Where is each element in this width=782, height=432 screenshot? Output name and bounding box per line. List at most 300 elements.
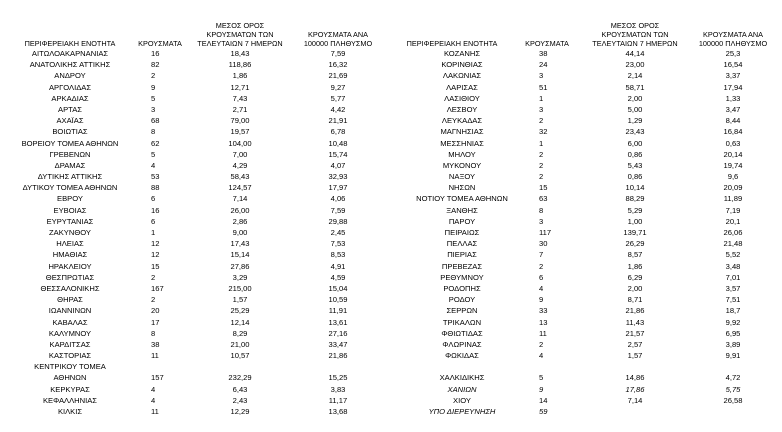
header-unit: ΠΕΡΙΦΕΡΕΙΑΚΗ ΕΝΟΤΗΤΑ xyxy=(24,39,116,48)
avg7-value: 2,86 xyxy=(232,216,248,226)
unit-name: ΜΑΓΝΗΣΙΑΣ xyxy=(440,127,484,137)
per100k-value: 3,47 xyxy=(725,104,741,114)
per100k-value: 16,54 xyxy=(723,60,743,70)
header-avg7: ΜΕΣΟΣ ΟΡΟΣ ΚΡΟΥΣΜΑΤΩΝ ΤΩΝ ΤΕΛΕΥΤΑΙΩΝ 7 ΗΜΕΡΩΝ xyxy=(592,21,678,48)
per100k-value: 6,95 xyxy=(725,328,741,338)
per100k-value: 25,3 xyxy=(725,49,741,58)
unit-name: ΜΥΚΟΝΟΥ xyxy=(442,160,482,170)
unit-name: ΑΘΗΝΩΝ xyxy=(53,373,87,383)
table-row xyxy=(392,182,782,193)
table-row xyxy=(0,272,392,283)
unit-name: ΑΡΤΑΣ xyxy=(58,104,82,114)
table-row xyxy=(0,171,392,182)
unit-name: ΑΡΚΑΔΙΑΣ xyxy=(51,93,89,103)
per100k-value: 7,53 xyxy=(330,239,346,249)
avg7-value: 1,57 xyxy=(627,351,643,361)
per100k-value: 0,63 xyxy=(725,138,741,148)
avg7-value: 15,14 xyxy=(230,250,250,260)
cases-value: 16 xyxy=(151,49,160,58)
cases-value: 20 xyxy=(151,306,160,316)
unit-name: ΕΒΡΟΥ xyxy=(57,194,83,204)
table-row xyxy=(0,261,392,272)
avg7-value: 4,29 xyxy=(232,160,248,170)
unit-name: ΚΕΦΑΛΛΗΝΙΑΣ xyxy=(42,395,98,405)
unit-name: ΧΑΝΙΩΝ xyxy=(447,384,477,394)
per100k-value: 7,51 xyxy=(725,295,741,305)
table-row xyxy=(392,406,782,417)
unit-name: ΗΜΑΘΙΑΣ xyxy=(52,250,88,260)
cases-value: 16 xyxy=(151,205,160,215)
cases-value: 2 xyxy=(539,261,544,271)
avg7-value: 104,00 xyxy=(228,138,252,148)
per100k-value: 8,53 xyxy=(330,250,346,260)
table-row xyxy=(0,104,392,115)
cases-value: 51 xyxy=(539,82,548,92)
cases-value: 38 xyxy=(151,339,160,349)
cases-value: 62 xyxy=(151,138,160,148)
per100k-value: 4,91 xyxy=(330,261,346,271)
per100k-value: 21,48 xyxy=(723,239,743,249)
table-row xyxy=(392,59,782,70)
avg7-value: 23,00 xyxy=(625,60,645,70)
table-row xyxy=(0,339,392,350)
per100k-value: 19,74 xyxy=(723,160,743,170)
cases-value: 157 xyxy=(151,373,164,383)
header-avg7: ΜΕΣΟΣ ΟΡΟΣ ΚΡΟΥΣΜΑΤΩΝ ΤΩΝ ΤΕΛΕΥΤΑΙΩΝ 7 ΗΜΕΡΩΝ xyxy=(197,21,283,48)
cases-value: 9 xyxy=(539,295,544,305)
table-row xyxy=(0,205,392,216)
table-row xyxy=(392,160,782,171)
per100k-value: 7,59 xyxy=(330,205,346,215)
left-rows xyxy=(0,48,392,417)
table-row xyxy=(0,70,392,81)
cases-value: 4 xyxy=(151,384,156,394)
cases-value: 11 xyxy=(539,328,547,338)
per100k-value: 27,16 xyxy=(328,328,348,338)
avg7-value: 5,00 xyxy=(627,104,643,114)
table-row xyxy=(0,93,392,104)
unit-name: ΦΛΩΡΙΝΑΣ xyxy=(442,339,482,349)
per100k-value: 3,57 xyxy=(725,283,741,293)
unit-name: ΛΑΣΙΘΙΟΥ xyxy=(444,93,480,103)
avg7-value: 19,57 xyxy=(230,127,250,137)
avg7-value: 12,29 xyxy=(230,407,250,416)
header-per100k: ΚΡΟΥΣΜΑΤΑ ΑΝΑ 100000 ΠΛΗΘΥΣΜΟ xyxy=(698,30,768,48)
cases-value: 15 xyxy=(151,261,160,271)
avg7-value: 12,71 xyxy=(230,82,250,92)
cases-value: 2 xyxy=(539,339,544,349)
table-row xyxy=(392,193,782,204)
per100k-value: 7,01 xyxy=(725,272,741,282)
cases-value: 11 xyxy=(151,407,159,416)
table-row xyxy=(0,48,392,59)
unit-name: ΦΩΚΙΔΑΣ xyxy=(445,351,479,361)
per100k-value: 11,17 xyxy=(328,395,348,405)
table-row xyxy=(392,70,782,81)
unit-name: ΧΑΛΚΙΔΙΚΗΣ xyxy=(439,373,485,383)
unit-name: ΦΘΙΩΤΙΔΑΣ xyxy=(441,328,483,338)
per100k-value: 20,09 xyxy=(723,183,743,193)
table-row xyxy=(392,317,782,328)
table-row xyxy=(392,249,782,260)
cases-value: 5 xyxy=(539,373,544,383)
table-row xyxy=(0,138,392,149)
avg7-value: 8,29 xyxy=(232,328,248,338)
unit-name: ΒΟΡΕΙΟΥ ΤΟΜΕΑ ΑΘΗΝΩΝ xyxy=(21,138,119,148)
per100k-value: 4,72 xyxy=(725,373,741,383)
cases-value: 167 xyxy=(151,283,164,293)
avg7-value: 21,00 xyxy=(230,339,250,349)
unit-name: ΗΡΑΚΛΕΙΟΥ xyxy=(48,261,92,271)
table-row xyxy=(0,126,392,137)
unit-name: ΜΕΣΣΗΝΙΑΣ xyxy=(440,138,484,148)
table-row xyxy=(0,384,392,395)
avg7-value: 2,71 xyxy=(232,104,248,114)
table-row xyxy=(392,138,782,149)
table-row xyxy=(392,149,782,160)
cases-value: 30 xyxy=(539,239,548,249)
cases-value: 82 xyxy=(151,60,160,70)
table-row xyxy=(0,59,392,70)
per100k-value: 26,06 xyxy=(723,228,743,237)
avg7-value: 9,00 xyxy=(232,228,248,237)
cases-value: 6 xyxy=(151,194,156,204)
cases-value: 3 xyxy=(151,104,156,114)
avg7-value: 44,14 xyxy=(625,49,645,58)
cases-value: 117 xyxy=(539,228,552,237)
per100k-value: 10,59 xyxy=(328,295,348,305)
cases-value: 88 xyxy=(151,183,160,193)
avg7-value: 8,71 xyxy=(627,295,643,305)
avg7-value: 2,00 xyxy=(627,93,643,103)
avg7-value: 7,14 xyxy=(627,395,643,405)
cases-value: 1 xyxy=(151,228,156,237)
cases-value: 53 xyxy=(151,172,160,182)
avg7-value: 23,43 xyxy=(625,127,645,137)
table-row xyxy=(0,372,392,383)
cases-value: 3 xyxy=(539,71,544,81)
table-row xyxy=(0,406,392,417)
per100k-value: 9,6 xyxy=(727,172,739,182)
cases-value: 1 xyxy=(539,93,544,103)
per100k-value: 3,37 xyxy=(725,71,741,81)
unit-name: ΑΡΓΟΛΙΔΑΣ xyxy=(48,82,92,92)
unit-name: ΚΟΡΙΝΘΙΑΣ xyxy=(441,60,483,70)
unit-name: ΕΥΒΟΙΑΣ xyxy=(53,205,87,215)
per100k-value: 20,1 xyxy=(725,216,741,226)
per100k-value: 6,78 xyxy=(330,127,346,137)
cases-value: 2 xyxy=(539,149,544,159)
table-row xyxy=(0,283,392,294)
unit-name: ΗΛΕΙΑΣ xyxy=(56,239,84,249)
table-row xyxy=(0,115,392,126)
per100k-value: 4,07 xyxy=(330,160,346,170)
table-row xyxy=(0,182,392,193)
cases-value: 68 xyxy=(151,116,160,126)
per100k-value: 5,75 xyxy=(725,384,741,394)
avg7-value: 2,57 xyxy=(627,339,643,349)
cases-value: 33 xyxy=(539,306,548,316)
avg7-value: 21,57 xyxy=(625,328,645,338)
per100k-value: 4,59 xyxy=(330,272,346,282)
avg7-value: 5,29 xyxy=(627,205,643,215)
avg7-value: 1,86 xyxy=(232,71,248,81)
unit-name: ΓΡΕΒΕΝΩΝ xyxy=(49,149,91,159)
cases-value: 2 xyxy=(539,172,544,182)
per100k-value: 17,94 xyxy=(723,82,743,92)
unit-name: ΔΥΤΙΚΗΣ ΑΤΤΙΚΗΣ xyxy=(37,172,103,182)
table-row xyxy=(392,294,782,305)
cases-value: 9 xyxy=(539,384,544,394)
per100k-value: 9,92 xyxy=(725,317,741,327)
unit-name: ΑΧΑΪΑΣ xyxy=(56,116,84,126)
per100k-value: 7,59 xyxy=(330,49,346,58)
table-row xyxy=(392,115,782,126)
per100k-value: 10,48 xyxy=(328,138,348,148)
unit-name: ΝΗΣΩΝ xyxy=(448,183,476,193)
unit-name: ΚΕΝΤΡΙΚΟΥ ΤΟΜΕΑ xyxy=(34,362,106,372)
cases-value: 3 xyxy=(539,216,544,226)
per100k-value: 13,61 xyxy=(328,317,348,327)
table-row xyxy=(392,48,782,59)
unit-name: ΡΕΘΥΜΝΟΥ xyxy=(440,272,484,282)
unit-name: ΔΥΤΙΚΟΥ ΤΟΜΕΑ ΑΘΗΝΩΝ xyxy=(22,183,118,193)
unit-name: ΑΙΤΩΛΟΑΚΑΡΝΑΝΙΑΣ xyxy=(31,49,109,58)
cases-value: 59 xyxy=(539,407,548,416)
avg7-value: 18,43 xyxy=(230,49,250,58)
table-row xyxy=(0,249,392,260)
unit-name: ΚΑΡΔΙΤΣΑΣ xyxy=(49,339,91,349)
unit-name: ΒΟΙΩΤΙΑΣ xyxy=(52,127,88,137)
cases-value: 11 xyxy=(151,351,159,361)
right-rows xyxy=(392,48,782,417)
table-row xyxy=(0,193,392,204)
per100k-value: 1,33 xyxy=(725,93,741,103)
avg7-value: 232,29 xyxy=(228,373,252,383)
per100k-value: 15,74 xyxy=(328,149,348,159)
unit-name: ΠΕΙΡΑΙΩΣ xyxy=(444,228,480,237)
unit-name: ΠΡΕΒΕΖΑΣ xyxy=(441,261,483,271)
cases-value: 4 xyxy=(539,283,544,293)
per100k-value: 2,45 xyxy=(330,228,346,237)
cases-value: 14 xyxy=(539,395,548,405)
cases-value: 32 xyxy=(539,127,548,137)
table-row xyxy=(0,227,392,238)
unit-name: ΛΕΥΚΑΔΑΣ xyxy=(441,116,483,126)
cases-value: 38 xyxy=(539,49,548,58)
unit-name: ΑΝΑΤΟΛΙΚΗΣ ΑΤΤΙΚΗΣ xyxy=(29,60,111,70)
unit-name: ΠΕΛΛΑΣ xyxy=(446,239,478,249)
per100k-value: 15,25 xyxy=(328,373,348,383)
per100k-value: 21,91 xyxy=(328,116,348,126)
avg7-value: 139,71 xyxy=(623,228,647,237)
avg7-value: 1,00 xyxy=(627,216,643,226)
avg7-value: 6,29 xyxy=(627,272,643,282)
cases-value: 8 xyxy=(539,205,544,215)
cases-value: 2 xyxy=(151,272,156,282)
header-cases: ΚΡΟΥΣΜΑΤΑ xyxy=(525,39,569,48)
per100k-value: 13,68 xyxy=(328,407,348,416)
table-row xyxy=(392,227,782,238)
avg7-value: 7,43 xyxy=(232,93,248,103)
table-row xyxy=(0,317,392,328)
cases-value: 7 xyxy=(539,250,544,260)
unit-name: ΤΡΙΚΑΛΩΝ xyxy=(442,317,482,327)
table-row xyxy=(0,328,392,339)
table-row xyxy=(0,350,392,361)
table-row xyxy=(0,82,392,93)
table-row xyxy=(392,93,782,104)
cases-value: 24 xyxy=(539,60,548,70)
unit-name: ΘΕΣΣΑΛΟΝΙΚΗΣ xyxy=(40,283,100,293)
table-row xyxy=(392,395,782,406)
avg7-value: 6,00 xyxy=(627,138,643,148)
cases-value: 2 xyxy=(539,160,544,170)
per100k-value: 33,47 xyxy=(328,339,348,349)
per100k-value: 9,91 xyxy=(725,351,741,361)
table-row xyxy=(392,104,782,115)
unit-name: ΙΩΑΝΝΙΝΩΝ xyxy=(48,306,92,316)
per100k-value: 15,04 xyxy=(328,283,348,293)
table-row xyxy=(0,305,392,316)
unit-name: ΛΑΚΩΝΙΑΣ xyxy=(442,71,482,81)
cases-value: 5 xyxy=(151,93,156,103)
header-unit: ΠΕΡΙΦΕΡΕΙΑΚΗ ΕΝΟΤΗΤΑ xyxy=(406,39,498,48)
avg7-value: 0,86 xyxy=(627,149,643,159)
cases-value: 4 xyxy=(539,351,544,361)
per100k-value: 5,77 xyxy=(330,93,346,103)
avg7-value: 6,43 xyxy=(232,384,248,394)
avg7-value: 118,86 xyxy=(228,60,252,70)
table-row xyxy=(392,361,782,372)
cases-value: 5 xyxy=(151,149,156,159)
per100k-value: 20,14 xyxy=(723,149,743,159)
table-row xyxy=(392,205,782,216)
per100k-value: 9,27 xyxy=(330,82,346,92)
per100k-value: 16,32 xyxy=(328,60,348,70)
avg7-value: 12,14 xyxy=(230,317,250,327)
unit-name: ΚΕΡΚΥΡΑΣ xyxy=(50,384,90,394)
cases-value: 1 xyxy=(539,138,544,148)
cases-value: 2 xyxy=(151,295,156,305)
unit-name: ΚΑΣΤΟΡΙΑΣ xyxy=(48,351,92,361)
per100k-value: 8,44 xyxy=(725,116,741,126)
cases-value: 6 xyxy=(151,216,156,226)
avg7-value: 2,43 xyxy=(232,395,248,405)
avg7-value: 5,43 xyxy=(627,160,643,170)
table-row xyxy=(0,294,392,305)
table-row xyxy=(392,328,782,339)
avg7-value: 26,29 xyxy=(625,239,645,249)
unit-name: ΞΑΝΘΗΣ xyxy=(446,205,478,215)
header-cases: ΚΡΟΥΣΜΑΤΑ xyxy=(138,39,182,48)
per100k-value: 32,93 xyxy=(328,172,348,182)
unit-name: ΚΙΛΚΙΣ xyxy=(57,407,83,416)
avg7-value: 21,86 xyxy=(625,306,645,316)
avg7-value: 58,43 xyxy=(230,172,250,182)
cases-value: 12 xyxy=(151,250,160,260)
table-row xyxy=(392,350,782,361)
unit-name: ΑΝΔΡΟΥ xyxy=(54,71,86,81)
avg7-value: 7,00 xyxy=(232,149,248,159)
avg7-value: 0,86 xyxy=(627,172,643,182)
avg7-value: 26,00 xyxy=(230,205,250,215)
avg7-value: 1,57 xyxy=(232,295,248,305)
table-row xyxy=(0,361,392,372)
per100k-value: 21,69 xyxy=(328,71,348,81)
per100k-value: 3,48 xyxy=(725,261,741,271)
avg7-value: 2,00 xyxy=(627,283,643,293)
unit-name: ΛΑΡΙΣΑΣ xyxy=(446,82,478,92)
cases-value: 63 xyxy=(539,194,548,204)
per100k-value: 17,97 xyxy=(328,183,348,193)
table-row xyxy=(392,339,782,350)
unit-name: ΡΟΔΟΥ xyxy=(448,295,476,305)
unit-name: ΚΟΖΑΝΗΣ xyxy=(443,49,481,58)
cases-value: 6 xyxy=(539,272,544,282)
avg7-value: 1,86 xyxy=(627,261,643,271)
avg7-value: 79,00 xyxy=(230,116,250,126)
cases-value: 2 xyxy=(539,116,544,126)
unit-name: ΖΑΚΥΝΘΟΥ xyxy=(49,228,91,237)
per100k-value: 5,52 xyxy=(725,250,741,260)
per100k-value: 7,19 xyxy=(725,205,741,215)
table-row xyxy=(392,384,782,395)
avg7-value: 8,57 xyxy=(627,250,643,260)
cases-value: 4 xyxy=(151,395,156,405)
avg7-value: 124,57 xyxy=(228,183,252,193)
avg7-value: 7,14 xyxy=(232,194,248,204)
avg7-value: 58,71 xyxy=(625,82,645,92)
table-row xyxy=(392,171,782,182)
unit-name: ΛΕΣΒΟΥ xyxy=(446,104,478,114)
avg7-value: 215,00 xyxy=(228,283,252,293)
per100k-value: 11,91 xyxy=(328,306,348,316)
cases-value: 2 xyxy=(151,71,156,81)
unit-name: ΥΠΟ ΔΙΕΡΕΥΝΗΣΗ xyxy=(428,407,496,416)
table-row xyxy=(392,126,782,137)
table-row xyxy=(0,216,392,227)
cases-value: 8 xyxy=(151,127,156,137)
avg7-value: 11,43 xyxy=(625,317,645,327)
unit-name: ΚΑΛΥΜΝΟΥ xyxy=(48,328,92,338)
avg7-value: 17,86 xyxy=(625,384,645,394)
table-row xyxy=(0,238,392,249)
per100k-value: 29,88 xyxy=(328,216,348,226)
avg7-value: 88,29 xyxy=(625,194,645,204)
unit-name: ΧΙΟΥ xyxy=(453,395,471,405)
per100k-value: 26,58 xyxy=(723,395,743,405)
per100k-value: 18,7 xyxy=(725,306,741,316)
unit-name: ΣΕΡΡΩΝ xyxy=(446,306,478,316)
unit-name: ΠΑΡΟΥ xyxy=(448,216,476,226)
avg7-value: 3,29 xyxy=(232,272,248,282)
per100k-value: 16,84 xyxy=(723,127,743,137)
avg7-value: 17,43 xyxy=(230,239,250,249)
table-row xyxy=(0,160,392,171)
avg7-value: 10,14 xyxy=(625,183,645,193)
unit-name: ΘΗΡΑΣ xyxy=(57,295,83,305)
cases-value: 4 xyxy=(151,160,156,170)
per100k-value: 4,42 xyxy=(330,104,346,114)
cases-value: 8 xyxy=(151,328,156,338)
cases-value: 9 xyxy=(151,82,156,92)
avg7-value: 1,29 xyxy=(627,116,643,126)
unit-name: ΔΡΑΜΑΣ xyxy=(54,160,86,170)
table-row xyxy=(0,395,392,406)
table-row xyxy=(0,149,392,160)
per100k-value: 11,89 xyxy=(723,194,743,204)
